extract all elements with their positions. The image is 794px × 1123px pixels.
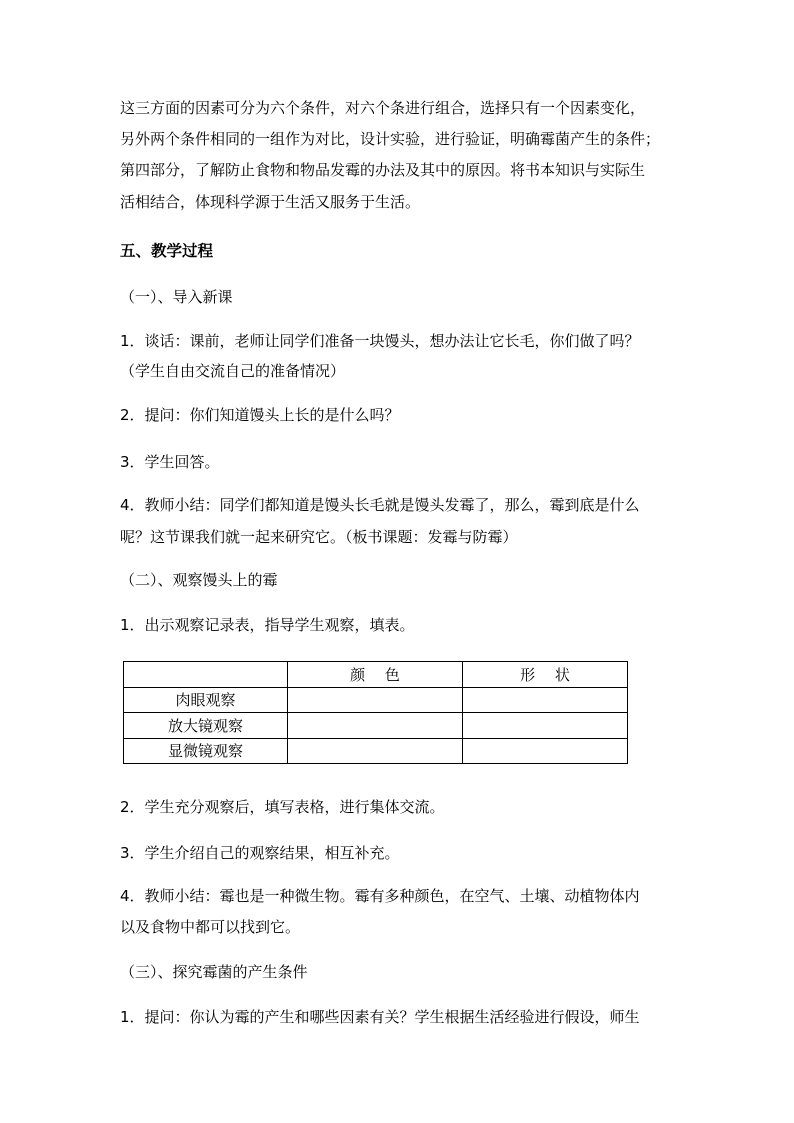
part1-item2: 2．提问：你们知道馒头上长的是什么吗？ <box>120 406 400 424</box>
intro-line-3: 第四部分，了解防止食物和物品发霉的办法及其中的原因。将书本知识与实际生 <box>120 161 646 179</box>
part2-item3: 3．学生介绍自己的观察结果，相互补充。 <box>120 844 400 862</box>
table-cell <box>463 738 628 764</box>
table-row <box>124 738 628 764</box>
table-cell: 放大镜观察 <box>124 713 288 739</box>
table-cell <box>288 738 463 764</box>
table-cell <box>288 687 463 713</box>
part2-item2: 2．学生充分观察后，填写表格，进行集体交流。 <box>120 798 445 816</box>
table-header-cell <box>124 662 288 688</box>
table-cell <box>288 713 463 739</box>
part3-title: （三）、探究霉菌的产生条件 <box>120 963 308 981</box>
intro-line-2: 另外两个条件相同的一组作为对比，设计实验，进行验证，明确霉菌产生的条件； <box>120 130 661 148</box>
table-cell <box>463 687 628 713</box>
intro-line-4: 活相结合，体现科学源于生活又服务于生活。 <box>120 193 421 211</box>
table-cell: 显微镜观察 <box>124 738 288 764</box>
section-title: 五、教学过程 <box>120 242 214 260</box>
part1-item3: 3．学生回答。 <box>120 453 220 471</box>
table-header-cell: 形 状 <box>463 662 628 688</box>
table-cell <box>463 713 628 739</box>
part1-item1-line1: 1．谈话：课前，老师让同学们准备一块馒头，想办法让它长毛，你们做了吗？ <box>120 332 640 350</box>
part3-item1-line1: 1．提问：你认为霉的产生和哪些因素有关？学生根据生活经验进行假设，师生 <box>120 1008 640 1026</box>
part1-item4-line2: 呢？这节课我们就一起来研究它。（板书课题：发霉与防霉） <box>120 528 518 546</box>
part1-item4-line1: 4．教师小结：同学们都知道是馒头长毛就是馒头发霉了，那么，霉到底是什么 <box>120 496 640 514</box>
part1-title: （一）、导入新课 <box>120 288 233 306</box>
part2-title: （二）、观察馒头上的霉 <box>120 571 278 589</box>
table-header-cell: 颜 色 <box>288 662 463 688</box>
part2-item4-line1: 4．教师小结：霉也是一种微生物。霉有多种颜色，在空气、土壤、动植物体内 <box>120 887 640 905</box>
table-row <box>124 713 628 739</box>
part2-item1: 1．出示观察记录表，指导学生观察，填表。 <box>120 616 415 634</box>
table-row <box>124 687 628 713</box>
part1-item1-line2: （学生自由交流自己的准备情况） <box>120 362 346 380</box>
observation-table <box>123 661 628 764</box>
table-cell: 肉眼观察 <box>124 687 288 713</box>
table-header-row <box>124 662 628 688</box>
part2-item4-line2: 以及食物中都可以找到它。 <box>120 918 301 936</box>
intro-line-1: 这三方面的因素可分为六个条件，对六个条进行组合，选择只有一个因素变化， <box>120 99 646 117</box>
